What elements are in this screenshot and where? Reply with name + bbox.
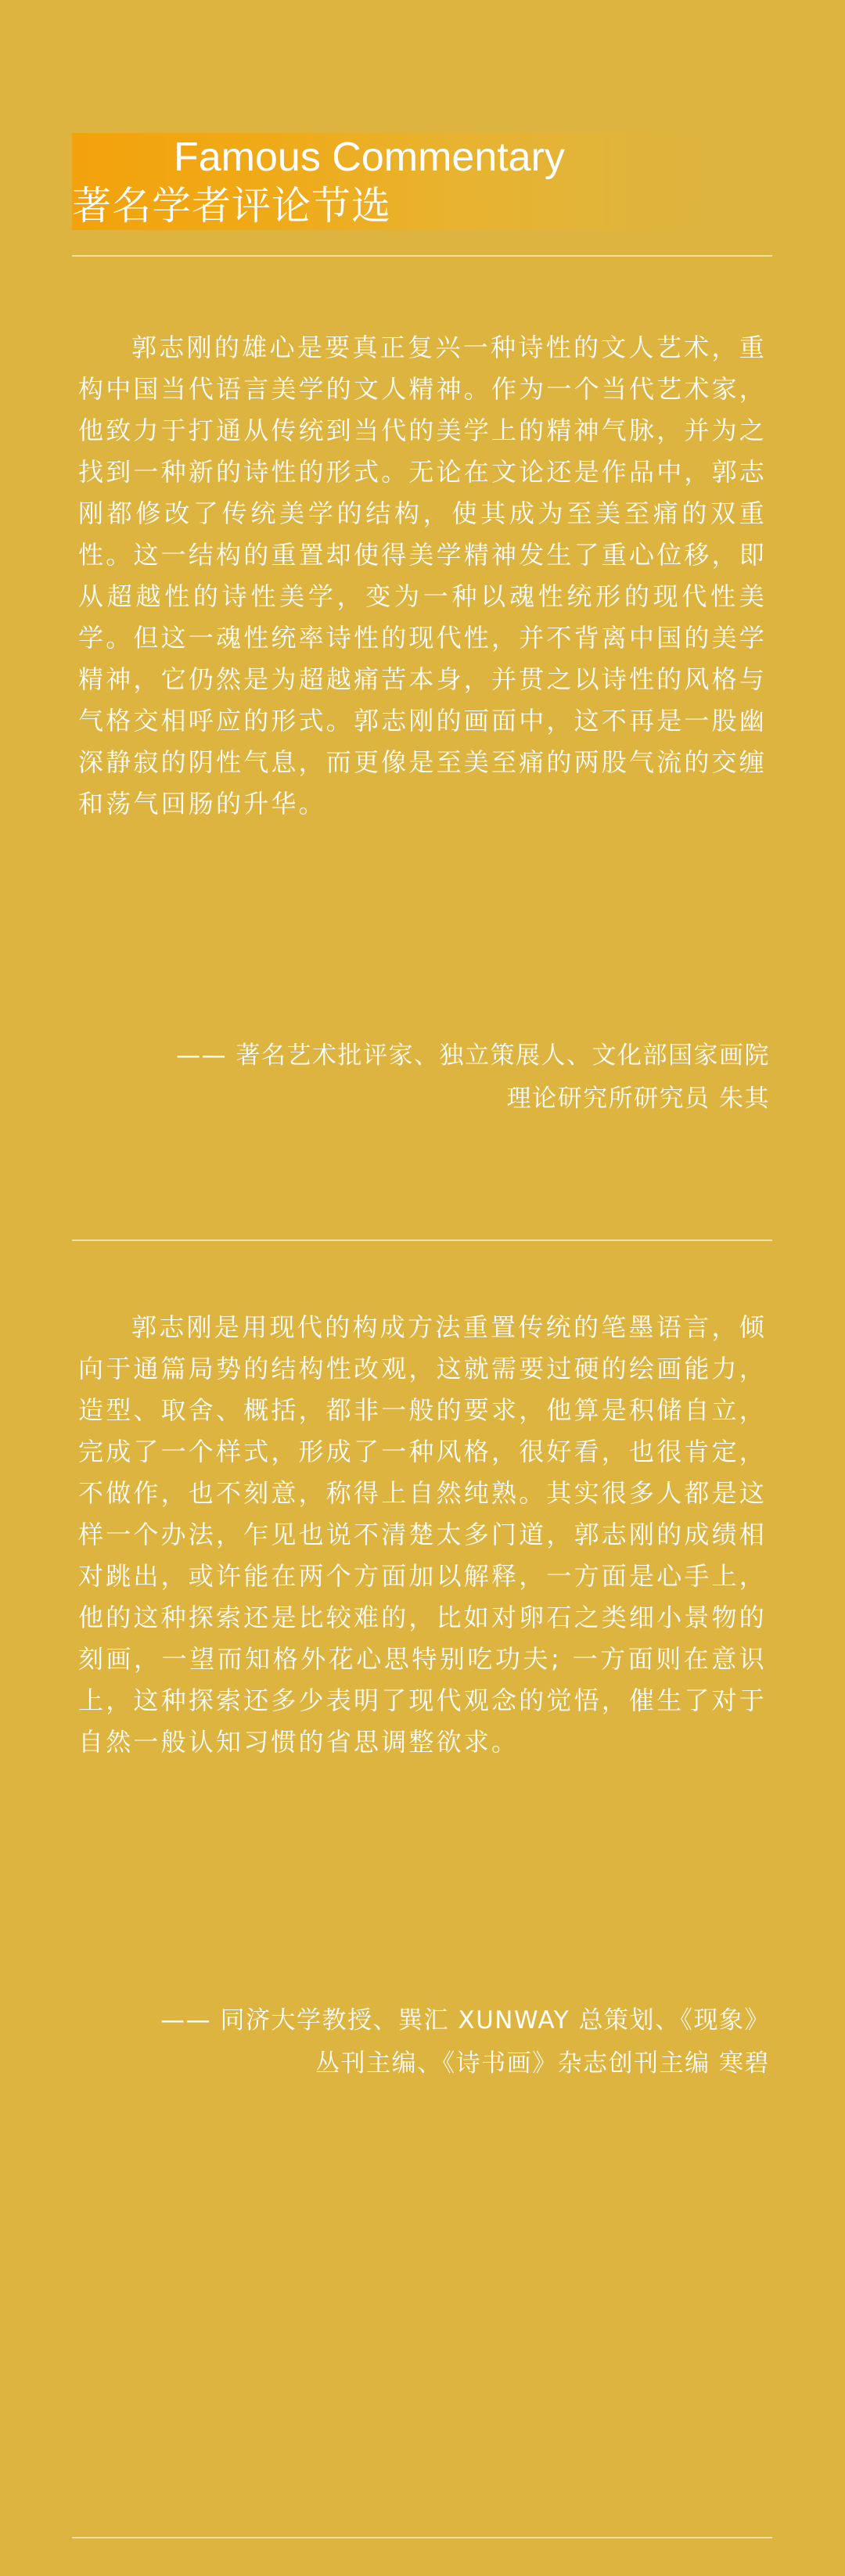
attribution-1-line-1: —— 著名艺术批评家、独立策展人、文化部国家画院 <box>176 1042 770 1070</box>
divider-bottom <box>72 2537 772 2538</box>
attribution-1-line-2: 理论研究所研究员 朱其 <box>506 1085 770 1113</box>
commentary-attribution-2 <box>81 1999 770 2085</box>
header-title-chinese: 著名学者评论节选 <box>72 183 391 228</box>
commentary-attribution-1 <box>81 1034 770 1121</box>
commentary-text-2: 郭志刚是用现代的构成方法重置传统的笔墨语言，倾向于通篇局势的结构性改观，这就需要过硬的绘画能力，造型、取舍、概括，都非一般的要求，他算是积储自立，完成了一个样式，形成了一种风格，很好看，也很肯定，不做作，也不刻意，称得上自然纯熟。其实很多人都是这样一个办法，乍见也说不清楚太多门道，郭志刚的成绩相对跳出，或许能在两个方面加以解释，一方面是心手上，他的这种探索还是比较难的，比如对卵石之类细小景物的刻画，一望而知格外花心思特别吃功夫; 一方面则在意识上，这种探索还多少表明了现代观念的觉悟，催生了对于自然一般认知习惯的省思调整欲求。 <box>78 1312 768 1757</box>
commentary-text-1: 郭志刚的雄心是要真正复兴一种诗性的文人艺术，重构中国当代语言美学的文人精神。作为一个当代艺术家，他致力于打通从传统到当代的美学上的精神气脉，并为之找到一种新的诗性的形式。无论在文论还是作品中，郭志刚都修改了传统美学的结构，使其成为至美至痛的双重性。这一结构的重置却使得美学精神发生了重心位移，即从超越性的诗性美学，变为一种以魂性统形的现代性美学。但这一魂性统率诗性的现代性，并不背离中国的美学精神，它仍然是为超越痛苦本身，并贯之以诗性的风格与气格交相呼应的形式。郭志刚的画面中，这不再是一股幽深静寂的阴性气息，而更像是至美至痛的两股气流的交缠和荡气回肠的升华。 <box>78 333 768 818</box>
divider-top <box>72 255 772 257</box>
attribution-2-line-2: 丛刊主编、《诗书画》杂志创刊主编 寒碧 <box>315 2049 770 2078</box>
attribution-2-line-1: —— 同济大学教授、巽汇 XUNWAY 总策划、《现象》 <box>160 2006 770 2035</box>
section-header <box>72 133 772 230</box>
divider-middle <box>72 1239 772 1241</box>
header-title-english: Famous Commentary <box>174 135 565 180</box>
